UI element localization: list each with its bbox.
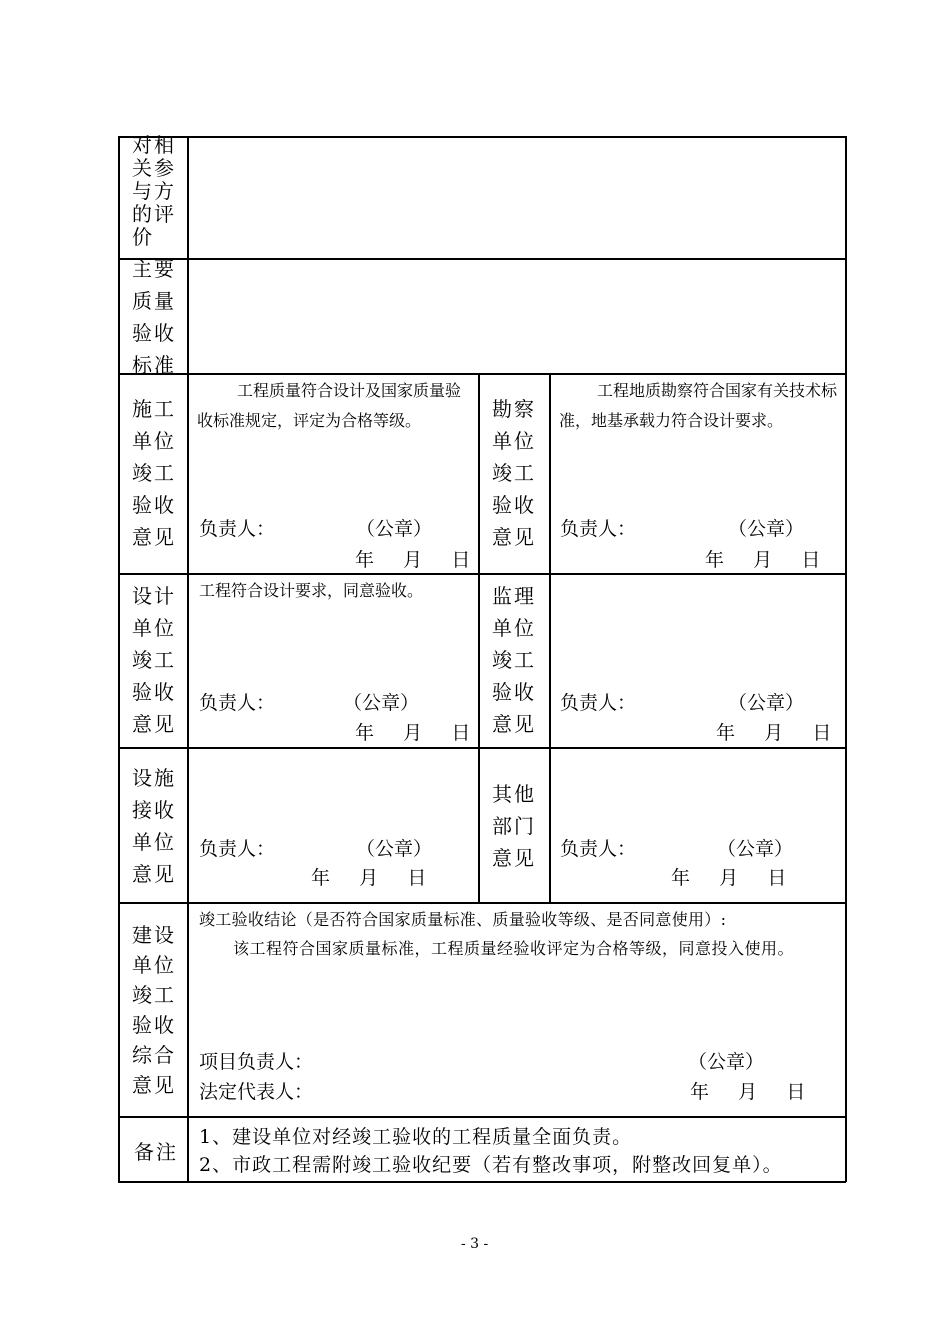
supervision-label: 监理 单位 竣工 验收 意见 <box>492 584 536 736</box>
owner-date: 年 月 日 <box>690 1081 807 1103</box>
supervision-signer: 负责人： <box>560 692 637 714</box>
design-date: 年 月 日 <box>355 722 472 744</box>
owner-legal-rep: 法定代表人： <box>199 1081 314 1103</box>
design-signer: 负责人： <box>199 692 276 714</box>
construction-seal: （公章） <box>356 518 433 540</box>
construction-date: 年 月 日 <box>355 549 472 571</box>
survey-seal: （公章） <box>728 518 805 540</box>
other-signer: 负责人： <box>560 838 637 860</box>
facility-date: 年 月 日 <box>311 867 428 889</box>
evaluation-content-cell[interactable] <box>190 139 844 257</box>
design-seal: （公章） <box>343 692 420 714</box>
remarks-line-2: 2、市政工程需附竣工验收纪要（若有整改事项，附整改回复单）。 <box>199 1154 783 1176</box>
survey-opinion: 工程地质勘察符合国家有关技术标准，地基承载力符合设计要求。 <box>559 381 838 430</box>
other-date: 年 月 日 <box>671 867 788 889</box>
supervision-date: 年 月 日 <box>716 722 833 744</box>
owner-seal: （公章） <box>688 1051 765 1073</box>
design-opinion: 工程符合设计要求，同意验收。 <box>199 581 424 600</box>
owner-label: 建设 单位 竣工 验收 综合 意见 <box>132 923 176 1097</box>
owner-conclusion: 该工程符合国家质量标准，工程质量经验收评定为合格等级，同意投入使用。 <box>233 939 795 958</box>
construction-signer: 负责人： <box>199 518 276 540</box>
remarks-line-1: 1、建设单位对经竣工验收的工程质量全面负责。 <box>199 1126 633 1148</box>
facility-seal: （公章） <box>356 838 433 860</box>
facility-label: 设施 接收 单位 意见 <box>132 766 176 886</box>
construction-label: 施工 单位 竣工 验收 意见 <box>132 397 176 549</box>
survey-date: 年 月 日 <box>705 549 822 571</box>
page-number: - 3 - <box>461 1236 489 1252</box>
standards-label: 主要 质量 验收 标准 <box>132 257 176 377</box>
facility-signer: 负责人： <box>199 838 276 860</box>
supervision-seal: （公章） <box>728 692 805 714</box>
remarks-label: 备注 <box>134 1140 178 1164</box>
owner-conclusion-heading: 竣工验收结论（是否符合国家质量标准、质量验收等级、是否同意使用）: <box>199 910 727 929</box>
design-label: 设计 单位 竣工 验收 意见 <box>132 584 176 736</box>
owner-project-leader: 项目负责人： <box>199 1051 314 1073</box>
standards-content-cell[interactable] <box>190 261 844 371</box>
evaluation-label: 对相 关参 与方 的评 价 <box>132 133 176 249</box>
construction-opinion: 工程质量符合设计及国家质量验收标准规定，评定为合格等级。 <box>197 381 462 430</box>
other-seal: （公章） <box>717 838 794 860</box>
survey-label: 勘察 单位 竣工 验收 意见 <box>492 397 536 549</box>
survey-signer: 负责人： <box>560 518 637 540</box>
other-label: 其他 部门 意见 <box>492 782 536 870</box>
